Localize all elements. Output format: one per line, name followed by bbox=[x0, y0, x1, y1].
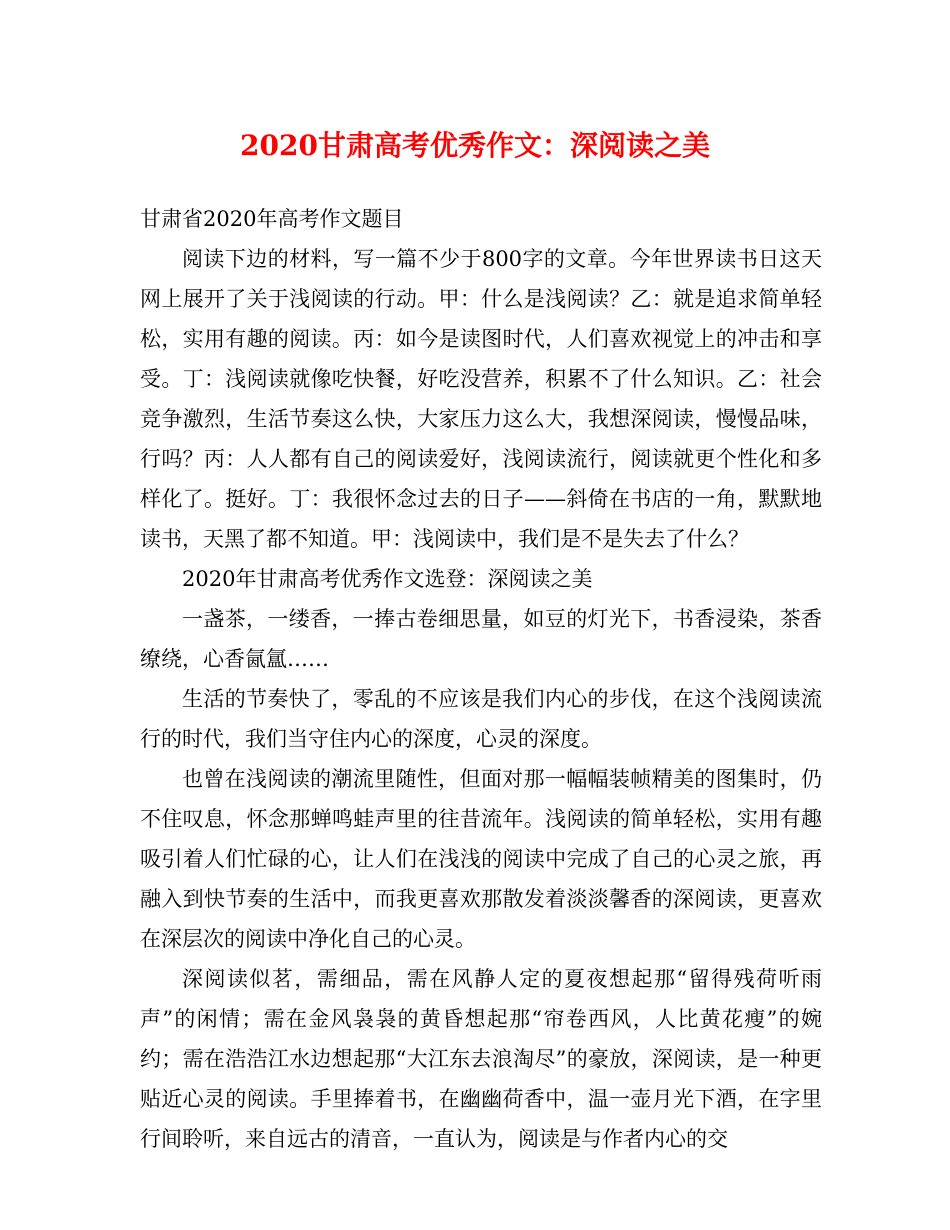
paragraph-essay-heading: 2020年甘肃高考优秀作文选登：深阅读之美 bbox=[182, 567, 593, 591]
paragraph-exam-heading: 甘肃省2020年高考作文题目 bbox=[140, 207, 404, 231]
paragraph: 深阅读似茗，需细品，需在风静人定的夏夜想起那“留得残荷听雨声”的闲情；需在金风袅袅的黄昏想起那“帘卷西风，人比黄花瘦”的婉约；需在浩浩江水边想起那“大江东去浪淘尽”的豪放，深阅读，是一种更贴近心灵的阅读。手里捧着书，在幽幽荷香中，温一壶月光下酒，在字里行间聆听，来自远古的清音，一直认为，阅读是与作者内心的交 bbox=[140, 967, 822, 1151]
paragraph: 也曾在浅阅读的潮流里随性，但面对那一幅幅装帧精美的图集时，仍不住叹息，怀念那蝉鸣蛙声里的往昔流年。浅阅读的简单轻松，实用有趣吸引着人们忙碌的心，让人们在浅浅的阅读中完成了自己的心灵之旅，再融入到快节奏的生活中，而我更喜欢那散发着淡淡馨香的深阅读，更喜欢在深层次的阅读中净化自己的心灵。 bbox=[140, 767, 822, 951]
document-body bbox=[140, 199, 822, 1159]
paragraph: 生活的节奏快了，零乱的不应该是我们内心的步伐，在这个浅阅读流行的时代，我们当守住内心的深度，心灵的深度。 bbox=[140, 687, 822, 751]
paragraph: 一盏茶，一缕香，一捧古卷细思量，如豆的灯光下，书香浸染，茶香缭绕，心香氤氲…… bbox=[140, 607, 822, 671]
paragraph-exam-prompt: 阅读下边的材料，写一篇不少于800字的文章。今年世界读书日这天网上展开了关于浅阅读的行动。甲：什么是浅阅读？乙：就是追求简单轻松，实用有趣的阅读。丙：如今是读图时代，人们喜欢视觉上的冲击和享受。丁：浅阅读就像吃快餐，好吃没营养，积累不了什么知识。乙：社会竞争激烈，生活节奏这么快，大家压力这么大，我想深阅读，慢慢品味，行吗？丙：人人都有自己的阅读爱好，浅阅读流行，阅读就更个性化和多样化了。挺好。丁：我很怀念过去的日子——斜倚在书店的一角，默默地读书，天黑了都不知道。甲：浅阅读中，我们是不是失去了什么？ bbox=[140, 247, 822, 551]
document-title: 2020甘肃高考优秀作文：深阅读之美 bbox=[240, 129, 710, 162]
